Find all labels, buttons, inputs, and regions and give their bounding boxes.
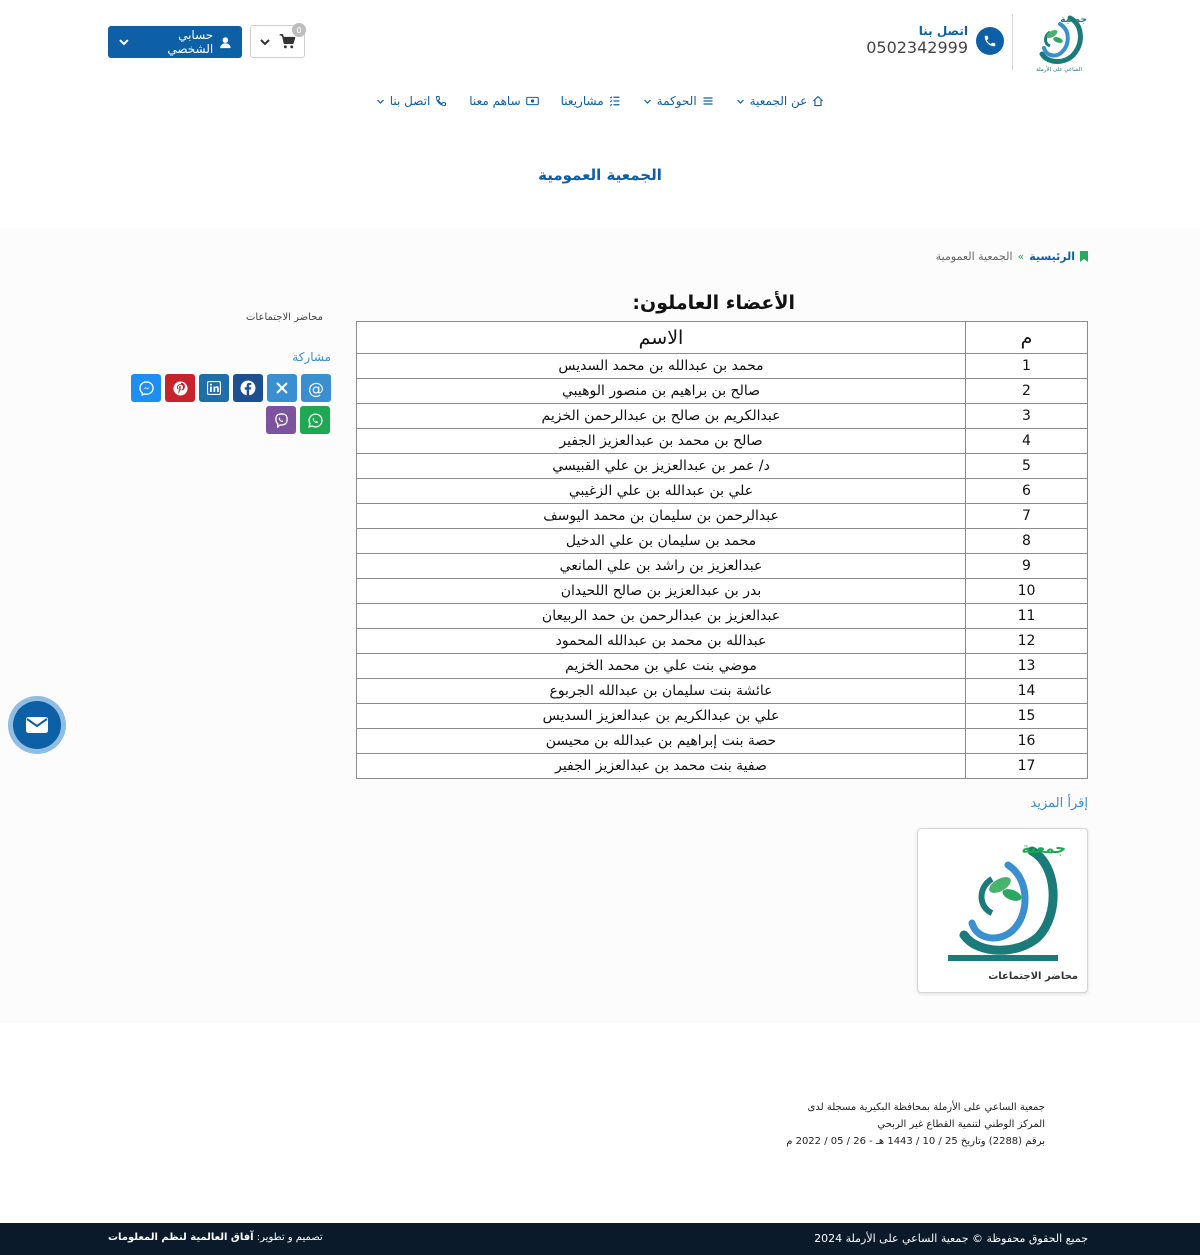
pinterest-icon	[173, 381, 188, 396]
member-number-cell: 15	[966, 704, 1088, 729]
table-row	[357, 604, 1088, 629]
nav-item-label: عن الجمعية	[749, 94, 808, 108]
pinterest-share-button[interactable]	[165, 374, 195, 402]
member-name-cell: حصة بنت إبراهيم بن عبدالله بن محيسن	[357, 729, 966, 754]
nav-item-label: الحوكمة	[656, 94, 697, 108]
developer-credit	[108, 1232, 323, 1243]
member-number-cell: 10	[966, 579, 1088, 604]
share-title: مشاركة	[292, 350, 331, 364]
member-number-cell: 17	[966, 754, 1088, 779]
cart-count-badge: 0	[292, 23, 306, 37]
nav-item-contact[interactable]	[376, 94, 448, 108]
share-row-1	[131, 374, 331, 402]
table-row	[357, 579, 1088, 604]
contact-label: اتصل بنا	[918, 24, 968, 38]
contact-fab-button[interactable]	[8, 696, 66, 754]
page-title: الجمعية العمومية	[538, 166, 662, 184]
credit-company-link[interactable]: آفاق العالمية لنظم المعلومات	[108, 1232, 254, 1243]
credit-prefix: تصميم و تطوير:	[256, 1232, 323, 1243]
main-nav	[0, 94, 1200, 108]
chevron-down-icon	[376, 97, 385, 106]
table-row	[357, 479, 1088, 504]
member-name-cell: صفية بنت محمد بن عبدالعزيز الجفير	[357, 754, 966, 779]
viber-icon	[274, 413, 289, 428]
table-row	[357, 679, 1088, 704]
member-name-cell: صالح بن براهيم بن منصور الوهيبي	[357, 379, 966, 404]
member-number-cell: 14	[966, 679, 1088, 704]
member-number-cell: 9	[966, 554, 1088, 579]
copyright-text: جميع الحقوق محفوظة © جمعية الساعي على الأرملة 2024	[814, 1232, 1088, 1245]
chevron-down-icon	[118, 36, 130, 48]
nav-item-label: مشاريعنا	[560, 94, 604, 108]
nav-item-about[interactable]	[736, 94, 825, 108]
member-name-cell: علي بن عبدالكريم بن عبدالعزيز السديس	[357, 704, 966, 729]
member-name-cell: عبدالرحمن بن سليمان بن محمد اليوسف	[357, 504, 966, 529]
contact-phone-number[interactable]: 0502342999	[866, 38, 968, 57]
breadcrumb-separator: »	[1017, 250, 1025, 263]
table-row	[357, 504, 1088, 529]
footer-registration-info	[745, 1099, 1045, 1150]
contact-fab-inner	[13, 701, 61, 749]
column-header-number: م	[966, 322, 1088, 354]
viber-share-button[interactable]	[266, 406, 296, 434]
user-icon	[219, 36, 232, 49]
footer-line-1: جمعية الساعي على الأرملة بمحافظة البكيرية مسجلة لدى	[807, 1102, 1045, 1113]
svg-text:الساعي على الأرملة: الساعي على الأرملة	[1036, 67, 1082, 73]
share-row-2	[266, 406, 330, 434]
facebook-icon	[240, 380, 256, 396]
member-name-cell: عائشة بنت سليمان بن عبدالله الجربوع	[357, 679, 966, 704]
header-divider	[1012, 14, 1013, 70]
site-header	[0, 0, 1200, 84]
member-number-cell: 1	[966, 354, 1088, 379]
list-icon	[702, 95, 714, 107]
table-row	[357, 404, 1088, 429]
breadcrumb	[936, 250, 1088, 263]
meeting-minutes-card[interactable]	[917, 828, 1088, 993]
cart-icon	[279, 34, 296, 49]
phone-icon	[435, 95, 447, 107]
table-row	[357, 629, 1088, 654]
organization-logo-image	[938, 835, 1068, 961]
member-number-cell: 8	[966, 529, 1088, 554]
footer-bar	[0, 1223, 1200, 1255]
member-number-cell: 6	[966, 479, 1088, 504]
home-icon	[812, 95, 824, 107]
member-number-cell: 2	[966, 379, 1088, 404]
chevron-down-icon	[259, 36, 271, 48]
table-header-row	[357, 322, 1088, 354]
table-row	[357, 704, 1088, 729]
svg-text:جمعية: جمعية	[1060, 15, 1087, 25]
x-icon	[275, 381, 289, 395]
member-number-cell: 7	[966, 504, 1088, 529]
account-label: حسابي الشخصي	[167, 28, 214, 56]
envelope-icon	[26, 717, 48, 733]
nav-item-contribute[interactable]	[469, 94, 538, 108]
whatsapp-share-button[interactable]	[300, 406, 330, 434]
member-name-cell: د/ عمر بن عبدالعزيز بن علي القبيسي	[357, 454, 966, 479]
member-number-cell: 13	[966, 654, 1088, 679]
member-name-cell: محمد بن عبدالله بن محمد السديس	[357, 354, 966, 379]
table-row	[357, 379, 1088, 404]
chevron-down-icon	[736, 97, 745, 106]
member-name-cell: محمد بن سليمان بن علي الدخيل	[357, 529, 966, 554]
member-number-cell: 5	[966, 454, 1088, 479]
table-row	[357, 754, 1088, 779]
whatsapp-icon	[308, 413, 323, 428]
member-name-cell: موضي بنت علي بن محمد الخزيم	[357, 654, 966, 679]
email-share-button[interactable]	[301, 374, 331, 402]
x-share-button[interactable]	[267, 374, 297, 402]
member-name-cell: عبدالعزيز بن عبدالرحمن بن حمد الربيعان	[357, 604, 966, 629]
table-row	[357, 554, 1088, 579]
table-row	[357, 729, 1088, 754]
table-row	[357, 529, 1088, 554]
bookmark-icon	[1080, 251, 1088, 262]
nav-item-label: اتصل بنا	[389, 94, 431, 108]
members-table	[356, 321, 1088, 779]
linkedin-share-button[interactable]	[199, 374, 229, 402]
nav-item-projects[interactable]	[561, 94, 621, 108]
member-number-cell: 16	[966, 729, 1088, 754]
member-name-cell: بدر بن عبدالعزيز بن صالح اللحيدان	[357, 579, 966, 604]
breadcrumb-current: الجمعية العمومية	[935, 250, 1013, 263]
footer-line-3: برقم (2288) وتاريخ 25 / 10 / 1443 هـ - 26 / 05 / 2022 م	[786, 1136, 1045, 1147]
breadcrumb-home-link[interactable]: الرئيسية	[1029, 250, 1075, 263]
member-name-cell: عبدالكريم بن صالح بن عبدالرحمن الخزيم	[357, 404, 966, 429]
chevron-down-icon	[643, 97, 652, 106]
card-title[interactable]: محاضر الاجتماعات	[988, 971, 1078, 982]
member-name-cell: عبدالعزيز بن راشد بن علي المانعي	[357, 554, 966, 579]
linkedin-icon	[207, 381, 221, 395]
money-icon	[526, 95, 539, 107]
footer-line-2: المركز الوطني لتنمية القطاع غير الربحي	[877, 1119, 1045, 1130]
member-name-cell: صالح بن محمد بن عبدالعزيز الجفير	[357, 429, 966, 454]
members-heading: الأعضاء العاملون:	[632, 292, 795, 314]
member-name-cell: عبدالله بن محمد بن عبدالله المحمود	[357, 629, 966, 654]
member-number-cell: 4	[966, 429, 1088, 454]
nav-item-label: ساهم معنا	[469, 94, 521, 108]
column-header-name: الاسم	[357, 322, 966, 354]
messenger-share-button[interactable]	[131, 374, 161, 402]
phone-icon[interactable]	[976, 27, 1004, 55]
svg-text:جمعية: جمعية	[1021, 839, 1066, 857]
table-row	[357, 654, 1088, 679]
account-button[interactable]	[108, 26, 242, 58]
member-number-cell: 11	[966, 604, 1088, 629]
read-more-heading: إقرأ المزيد	[1030, 796, 1088, 811]
table-row	[357, 354, 1088, 379]
table-row	[357, 429, 1088, 454]
messenger-icon	[139, 381, 154, 396]
sidebar-link-meeting-minutes[interactable]: محاضر الاجتماعات	[246, 312, 323, 323]
member-number-cell: 12	[966, 629, 1088, 654]
tasks-icon	[609, 95, 621, 107]
table-row	[357, 454, 1088, 479]
member-number-cell: 3	[966, 404, 1088, 429]
member-name-cell: علي بن عبدالله بن علي الزغيبي	[357, 479, 966, 504]
at-icon: @	[308, 378, 324, 398]
site-logo[interactable]	[1030, 10, 1088, 74]
nav-item-governance[interactable]	[643, 94, 714, 108]
facebook-share-button[interactable]	[233, 374, 263, 402]
